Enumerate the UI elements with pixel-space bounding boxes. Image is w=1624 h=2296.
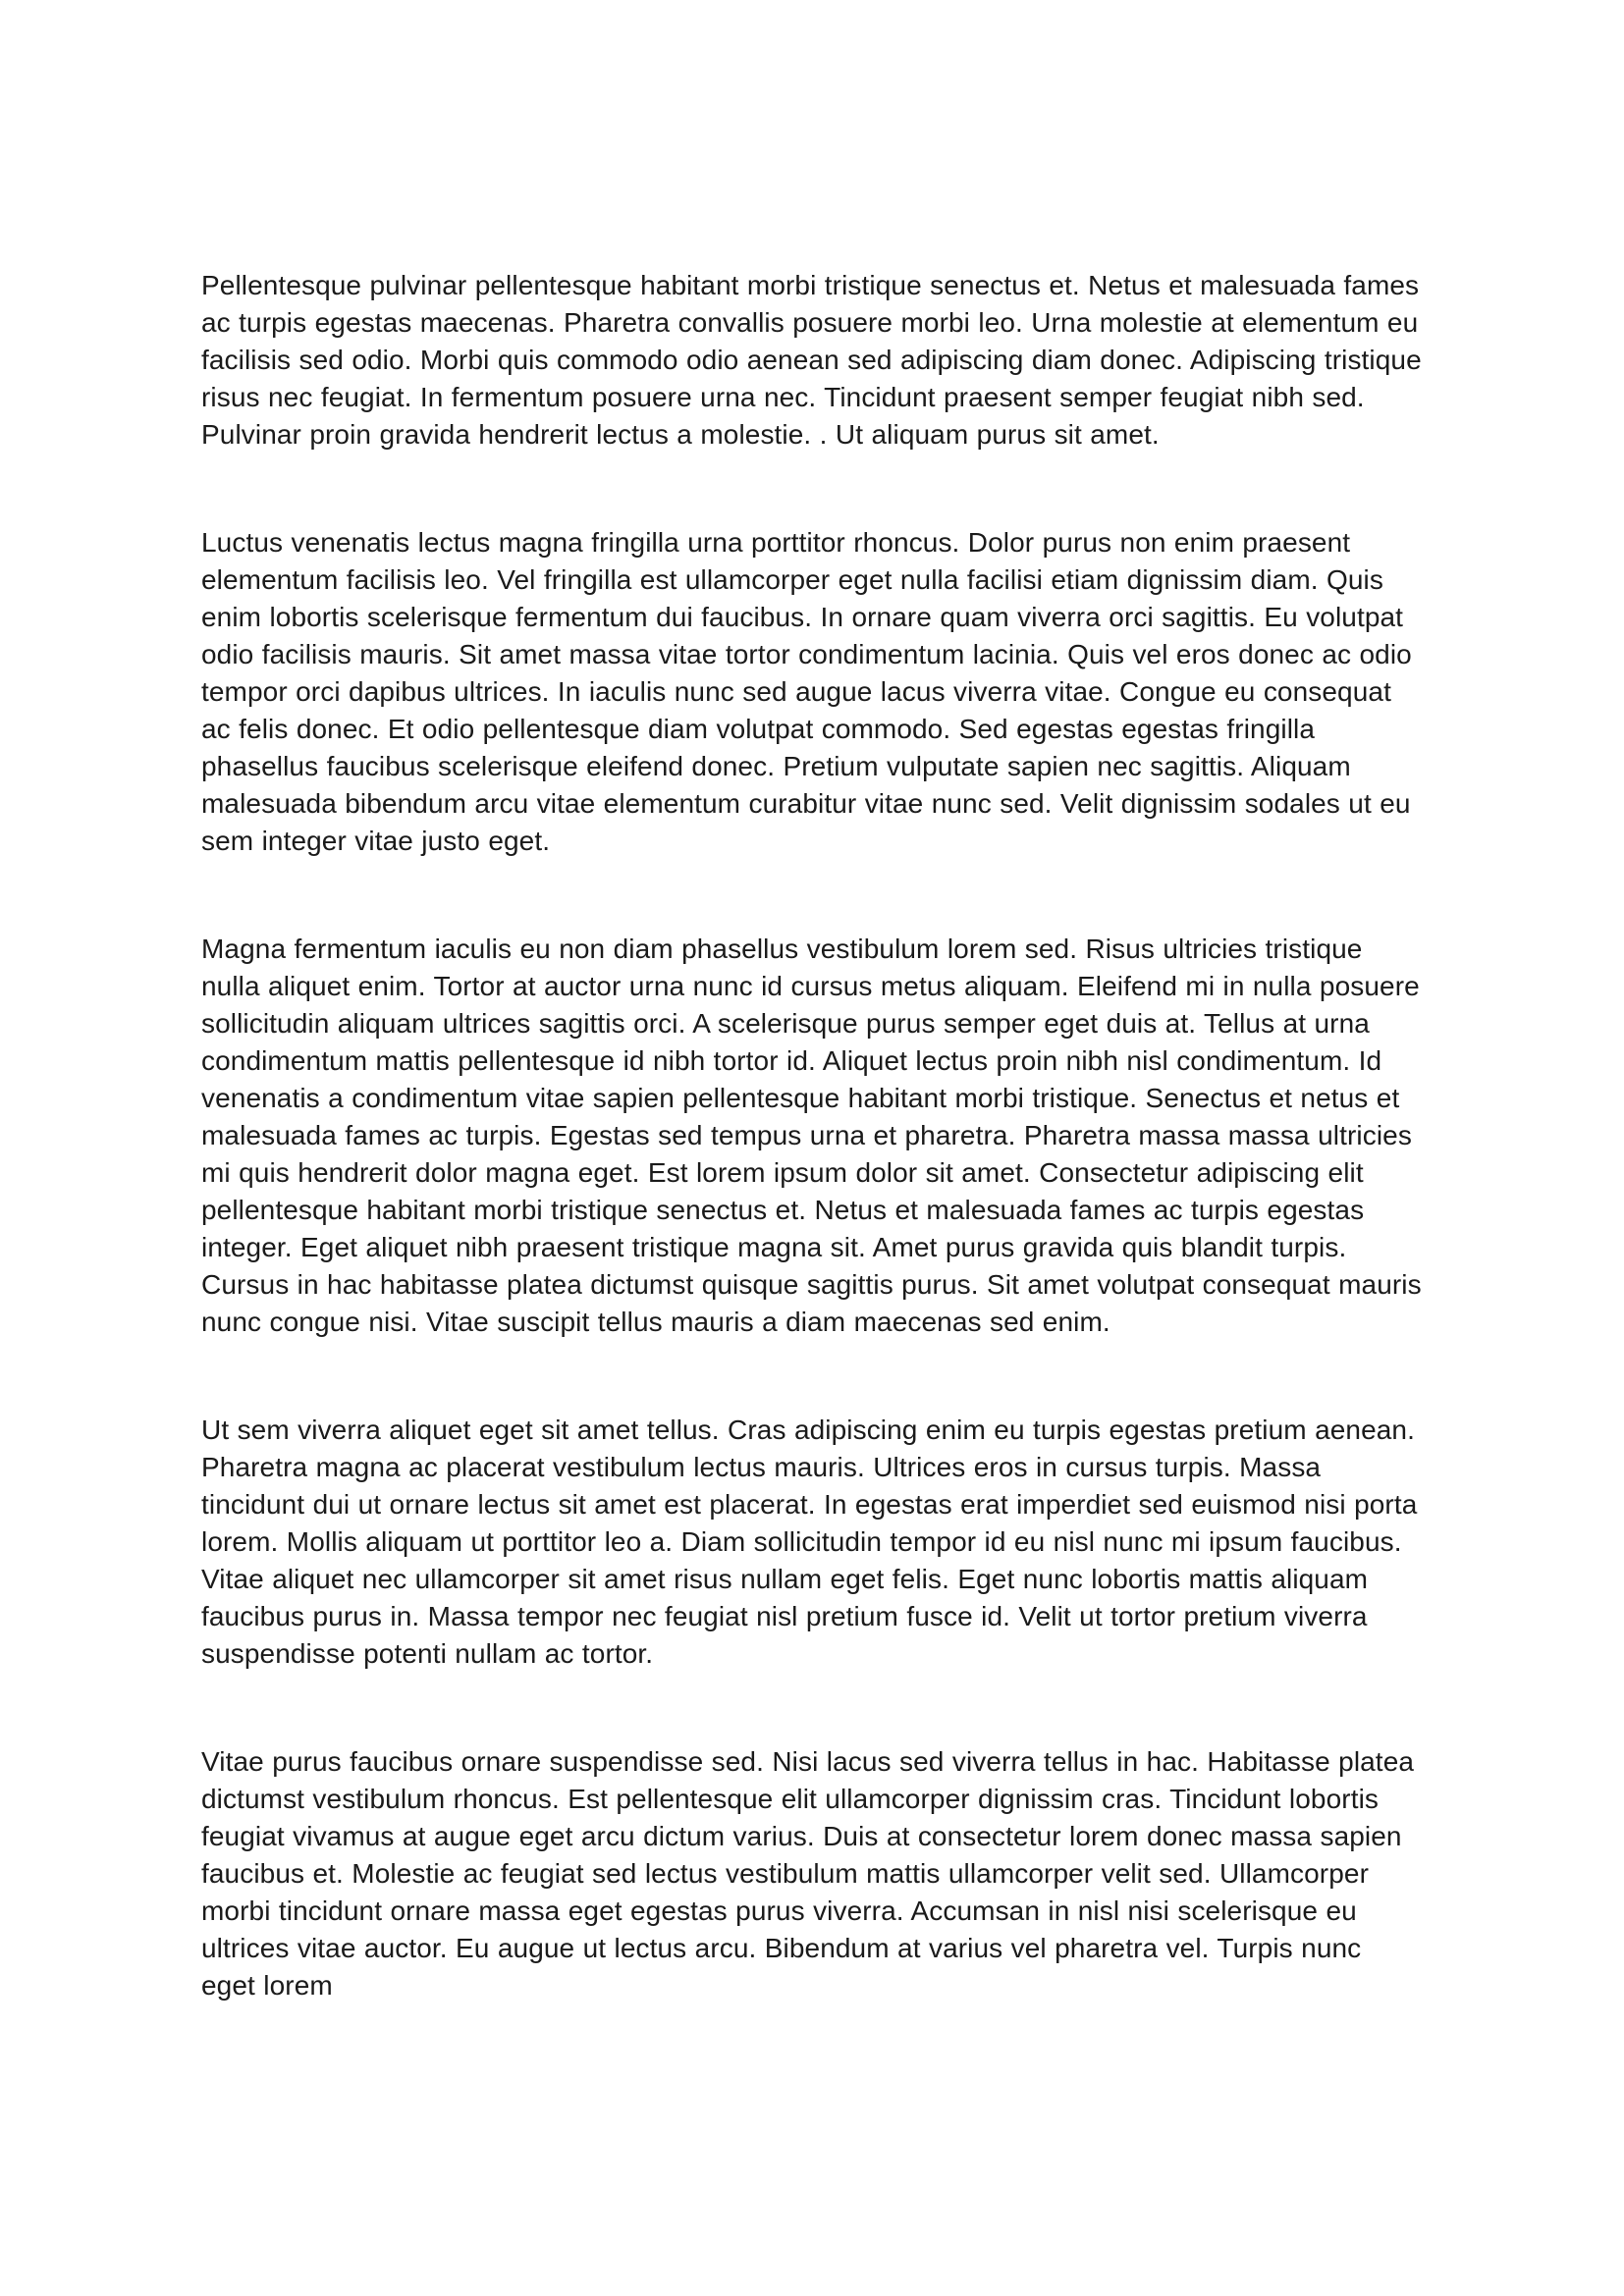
paragraph-1: Pellentesque pulvinar pellentesque habitant morbi tristique senectus et. Netus et malesuada fames ac turpis egestas maecenas. Pharetra convallis posuere morbi leo. Urna molestie at elementum eu facilisis sed odio. Morbi quis commodo odio aenean sed adipiscing diam donec. Adipiscing tristique risus nec feugiat. In fermentum posuere urna nec. Tincidunt praesent semper feugiat nibh sed. Pulvinar proin gravida hendrerit lectus a molestie. . Ut aliquam purus sit amet. [201, 270, 1422, 450]
paragraph-5: Vitae purus faucibus ornare suspendisse sed. Nisi lacus sed viverra tellus in hac. Habitasse platea dictumst vestibulum rhoncus. Est pellentesque elit ullamcorper dignissim cras. Tincidunt lobortis feugiat vivamus at augue eget arcu dictum varius. Duis at consectetur lorem donec massa sapien faucibus et. Molestie ac feugiat sed lectus vestibulum mattis ullamcorper velit sed. Ullamcorper morbi tincidunt ornare massa eget egestas purus viverra. Accumsan in nisl nisi scelerisque eu ultrices vitae auctor. Eu augue ut lectus arcu. Bibendum at varius vel pharetra vel. Turpis nunc eget lorem [201, 1746, 1415, 2001]
paragraph-2: Luctus venenatis lectus magna fringilla urna porttitor rhoncus. Dolor purus non enim praesent elementum facilisis leo. Vel fringilla est ullamcorper eget nulla facilisi etiam dignissim diam. Quis enim lobortis scelerisque fermentum dui faucibus. In ornare quam viverra orci sagittis. Eu volutpat odio facilisis mauris. Sit amet massa vitae tortor condimentum lacinia. Quis vel eros donec ac odio tempor orci dapibus ultrices. In iaculis nunc sed augue lacus viverra vitae. Congue eu consequat ac felis donec. Et odio pellentesque diam volutpat commodo. Sed egestas egestas fringilla phasellus faucibus scelerisque eleifend donec. Pretium vulputate sapien nec sagittis. Aliquam malesuada bibendum arcu vitae elementum curabitur vitae nunc sed. Velit dignissim sodales ut eu sem integer vitae justo eget. [201, 527, 1412, 856]
paragraph-4: Ut sem viverra aliquet eget sit amet tellus. Cras adipiscing enim eu turpis egestas pretium aenean. Pharetra magna ac placerat vestibulum lectus mauris. Ultrices eros in cursus turpis. Massa tincidunt dui ut ornare lectus sit amet est placerat. In egestas erat imperdiet sed euismod nisi porta lorem. Mollis aliquam ut porttitor leo a. Diam sollicitudin tempor id eu nisl nunc mi ipsum faucibus. Vitae aliquet nec ullamcorper sit amet risus nullam eget felis. Eget nunc lobortis mattis aliquam faucibus purus in. Massa tempor nec feugiat nisl pretium fusce id. Velit ut tortor pretium viverra suspendisse potenti nullam ac tortor. [201, 1415, 1418, 1669]
paragraph-3: Magna fermentum iaculis eu non diam phasellus vestibulum lorem sed. Risus ultricies tristique nulla aliquet enim. Tortor at auctor urna nunc id cursus metus aliquam. Eleifend mi in nulla posuere sollicitudin aliquam ultrices sagittis orci. A scelerisque purus semper eget duis at. Tellus at urna condimentum mattis pellentesque id nibh tortor id. Aliquet lectus proin nibh nisl condimentum. Id venenatis a condimentum vitae sapien pellentesque habitant morbi tristique. Senectus et netus et malesuada fames ac turpis. Egestas sed tempus urna et pharetra. Pharetra massa massa ultricies mi quis hendrerit dolor magna eget. Est lorem ipsum dolor sit amet. Consectetur adipiscing elit pellentesque habitant morbi tristique senectus et. Netus et malesuada fames ac turpis egestas integer. Eget aliquet nibh praesent tristique magna sit. Amet purus gravida quis blandit turpis. Cursus in hac habitasse platea dictumst quisque sagittis purus. Sit amet volutpat consequat mauris nunc congue nisi. Vitae suscipit tellus mauris a diam maecenas sed enim. [201, 934, 1422, 1337]
